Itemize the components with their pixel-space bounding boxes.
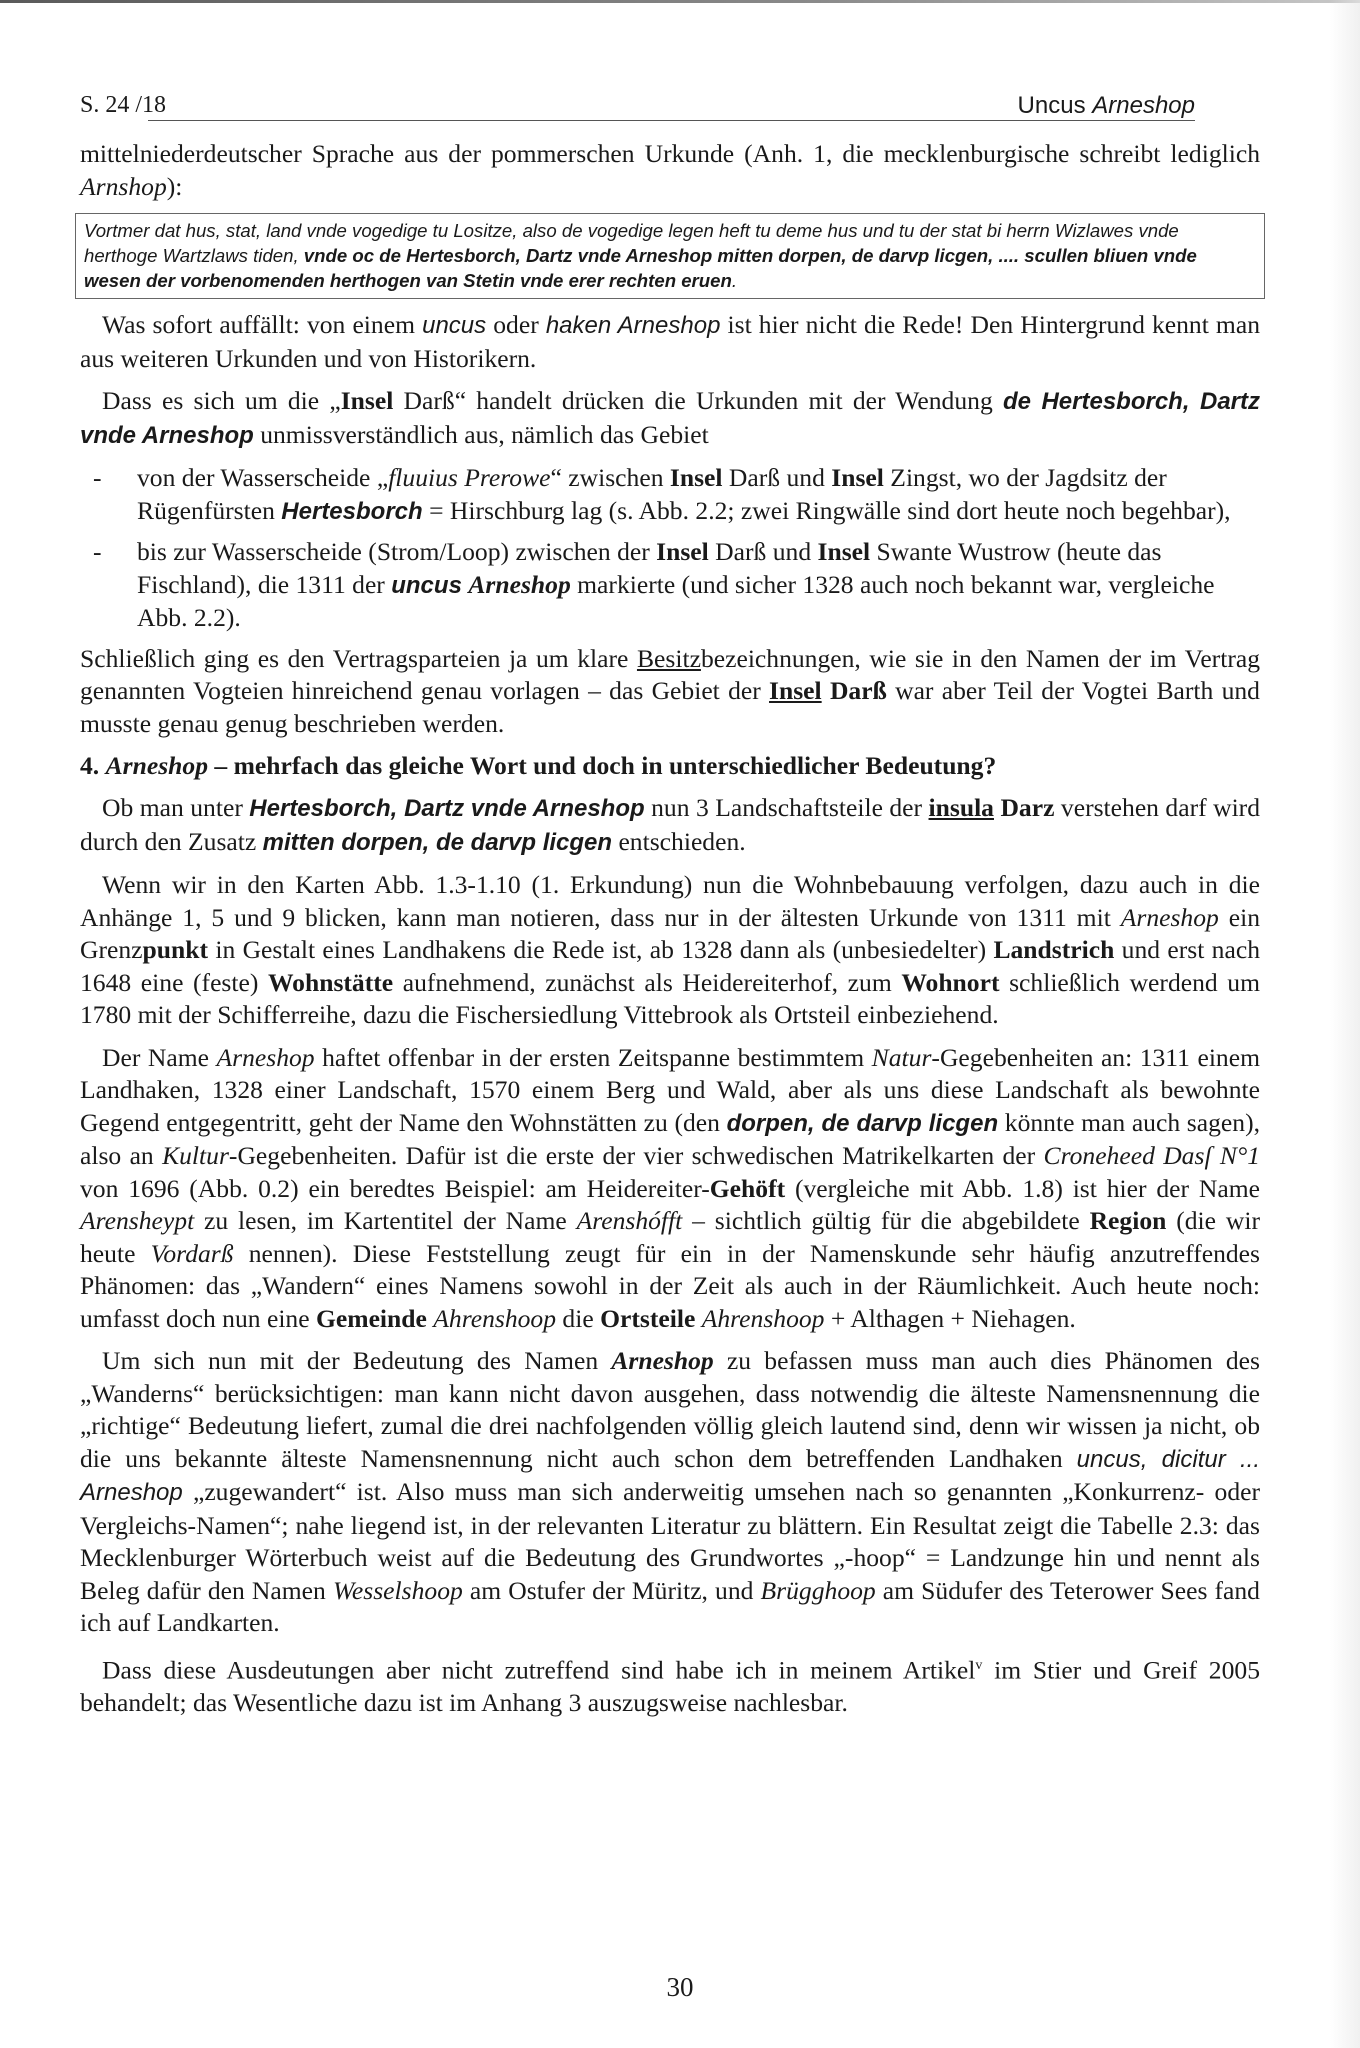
text-run: Gemeinde — [315, 1303, 427, 1333]
text-run: vnde oc de Hertesborch, Dartz vnde Arneshop mitten dorpen, de darvp licgen, .... scullen bliuen vnde wesen der vorbenomenden herthogen van Stetin vnde erer rechten eruen — [84, 245, 1197, 291]
page-top-edge — [0, 0, 1360, 3]
text-run: Region — [1089, 1206, 1167, 1235]
text-run: „zugewandert“ ist. Also muss man sich anderweitig umsehen nach so genannten „Konkurrenz- oder Vergleichs-Namen“; nahe liegend ist, in der relevanten Literatur zu blättern. Ein Resultat zeigt die Tabelle 2.3: das Mecklenburger Wörterbuch weist auf die Bedeutung des Grundwortes „-hoop“ = Landzunge hin und nennt als Beleg dafür den Namen — [80, 1477, 1260, 1605]
text-run: fluuius Prerowe — [388, 463, 551, 492]
text-run: markierte (und sicher 1328 auch noch bekannt war, vergleiche Abb. 2.2). — [137, 569, 1215, 632]
text-run: de Hertesborch, Dartz vnde Arneshop — [80, 388, 1260, 449]
text-run: Insel — [669, 463, 723, 492]
text-run: Was sofort auffällt: von einem — [102, 310, 423, 339]
text-run: Darß und — [722, 463, 832, 492]
text-run: im Stier und Greif 2005 behandelt; das Wesentliche dazu ist im Anhang 3 auszugsweise nachlesbar. — [80, 1655, 1260, 1717]
text-run: Darz — [1000, 793, 1055, 822]
text-run: Schließlich ging es den Vertragsparteien ja um klare — [80, 643, 637, 673]
paragraph-ob-man — [80, 792, 1260, 859]
text-run: uncus — [391, 571, 462, 599]
text-run: dorpen, de darvp licgen — [726, 1109, 999, 1137]
page-number: 30 — [666, 1972, 694, 2002]
text-run: von 1696 (Abb. 0.2) ein beredtes Beispiel: am Heidereiter- — [80, 1173, 710, 1203]
text-run: (die wir heute — [80, 1206, 1260, 1268]
text-run: Dass diese Ausdeutungen aber nicht zutreffend sind habe ich in meinem Artikel — [102, 1655, 976, 1685]
text-run: Brügghoop — [760, 1575, 876, 1605]
text-run: Hertesborch, Dartz vnde Arneshop — [249, 795, 645, 822]
paragraph-wenn-wir — [80, 869, 1260, 1032]
text-run: Vortmer dat hus, stat, land vnde vogedige tu Lositze, also de vogedige legen heft tu deme hus und tu der stat bi herrn Wizlawes vnde herthoge Wartzlaws tiden, — [84, 220, 1179, 266]
dash-bullet: - — [93, 537, 102, 566]
text-run: mittelniederdeutscher Sprache aus der pommerschen Urkunde (Anh. 1, die mecklenburgische schreibt lediglich — [80, 139, 1260, 168]
header-title-plain: Uncus — [1017, 92, 1093, 119]
text-run: Darß“ handelt drücken die Urkunden mit der Wendung — [393, 386, 1003, 415]
paragraph-dass-diese — [80, 1650, 1260, 1720]
text-run: Ortsteile — [600, 1303, 696, 1333]
text-run: haftet offenbar in der ersten Zeitspanne bestimmtem — [314, 1042, 872, 1072]
page-right-shading — [1330, 0, 1360, 2048]
text-run: aufnehmend, zunächst als Heidereiterhof, zum — [393, 967, 902, 997]
text-run: in Gestalt eines Landhakens die Rede ist, ab 1328 dann als (unbesiedelter) — [208, 935, 994, 964]
text-run: Landstrich — [993, 935, 1115, 964]
text-run: Arneshop — [105, 751, 209, 780]
text-run: Kultur — [162, 1141, 229, 1170]
text-run: v — [975, 1657, 983, 1673]
text-run: verstehen darf wird durch den Zusatz — [80, 793, 1260, 856]
header-title — [1018, 92, 1195, 120]
text-run: insula — [928, 793, 994, 822]
text-run: Wesselshoop — [332, 1575, 463, 1605]
text-run: Arneshop — [216, 1042, 315, 1072]
text-run: + Althagen + Niehagen. — [824, 1303, 1076, 1333]
text-run: Insel — [831, 463, 884, 492]
text-run: zu befassen muss man auch dies Phänomen des „Wanderns“ berücksichtigen: man kann nicht davon ausgehen, dass notwendig die älteste Namensnennung die „richtige“ Bedeutung liefert, zumal die drei nachfolgenden völlig gleich lautend sind, denn wir wissen ja nicht, ob die uns bekannte älteste Namensnennung nicht auch schon dem betreffenden Landhaken — [80, 1346, 1260, 1473]
text-run: Arnshop — [80, 171, 167, 201]
section-heading-4 — [80, 750, 1260, 782]
list-item — [80, 462, 1260, 528]
text-run: Insel — [656, 537, 709, 566]
text-run: Ahrenshoop — [433, 1303, 557, 1333]
text-run: Der Name — [102, 1042, 217, 1072]
text-run: entschieden. — [612, 826, 746, 856]
text-run: Arneshop — [611, 1346, 714, 1375]
text-run: Vordarß — [150, 1238, 234, 1268]
text-run: mitten dorpen, de darvp licgen — [262, 828, 613, 856]
text-run: bis zur Wasserscheide (Strom/Loop) zwischen der — [137, 537, 657, 566]
text-run: Arensheypt — [80, 1206, 195, 1235]
text-run: zu lesen, im Kartentitel der Name — [194, 1206, 577, 1235]
body-text — [80, 138, 1260, 1729]
text-run: nennen). Diese Feststellung zeugt für ein in der Namenskunde sehr häufig anzutreffendes Phänomen: das „Wandern“ eines Namens sowohl in der Zeit als auch in der Räumlichkeit. Auch heute noch: umfasst doch nun eine — [80, 1238, 1261, 1333]
text-run: Insel — [817, 537, 871, 566]
header-rule — [148, 120, 1195, 121]
list-item — [80, 536, 1260, 635]
text-run: = Hirschburg lag (s. Abb. 2.2; zwei Ringwälle sind dort heute noch begehbar), — [422, 495, 1231, 525]
text-run: “ zwischen — [550, 463, 670, 492]
text-run: Ahrenshoop — [701, 1303, 825, 1333]
text-run: (vergleiche mit Abb. 1.8) ist hier der Name — [785, 1173, 1260, 1203]
text-run — [822, 676, 830, 705]
text-run: am Ostufer der Müritz, und — [462, 1575, 761, 1605]
text-run: Arneshop — [1120, 902, 1219, 932]
text-run: von der Wasserscheide „ — [137, 463, 389, 492]
paragraph-der-name — [80, 1042, 1260, 1336]
text-run: punkt — [142, 935, 208, 964]
text-run: Um sich nun mit der Bedeutung des Namen — [102, 1346, 612, 1375]
header-page-reference: S. 24 /18 — [80, 92, 167, 118]
text-run: Arneshop — [468, 569, 571, 599]
text-run: schließlich werdend um 1780 mit der Schifferreihe, dazu die Fischersiedlung Vittebrook als Ortsteil einbeziehend. — [80, 967, 1261, 1029]
text-run: Wenn wir in den Karten Abb. 1.3-1.10 (1. Erkundung) nun die Wohnbebauung verfolgen, dazu auch in die Anhänge 1, 5 und 9 blicken, kann man notieren, dass nur in der ältesten Urkunde von 1311 mit — [80, 870, 1260, 932]
text-run: die — [556, 1303, 601, 1333]
text-run: Zingst, wo der Jagdsitz der Rügenfürsten — [137, 463, 1167, 525]
text-run: am Südufer des Teterower Sees fand ich auf Landkarten. — [80, 1575, 1260, 1637]
text-run: Gehöft — [709, 1173, 786, 1203]
header-title-italic: Arneshop — [1092, 92, 1195, 119]
text-run: oder — [486, 310, 546, 339]
text-run: Insel — [340, 386, 394, 415]
dash-bullet: - — [93, 463, 102, 492]
paragraph-was-sofort — [80, 309, 1260, 375]
text-run: Darß — [829, 676, 887, 705]
text-run: ): — [166, 171, 183, 201]
text-run: Wohnort — [901, 967, 1000, 997]
text-run: war aber Teil der Vogtei Barth und musste genau genug beschrieben werden. — [80, 676, 1260, 738]
text-run: uncus — [422, 312, 487, 339]
running-header — [80, 92, 1195, 122]
paragraph-um-sich — [80, 1345, 1260, 1640]
text-run: Swante Wustrow (heute das Fischland), die 1311 der — [137, 537, 1162, 599]
text-run: Besitz — [636, 643, 701, 673]
text-run: Natur — [871, 1042, 932, 1072]
paragraph-schliesslich — [80, 643, 1260, 741]
text-run: -Gegebenheiten. Dafür ist die erste der vier schwedischen Matrikelkarten der — [228, 1141, 1044, 1170]
text-run: – sichtlich gültig für die abgebildete — [682, 1206, 1090, 1235]
text-run: Arenshófft — [576, 1206, 683, 1235]
text-run: -Gegebenheiten an: 1311 einem Landhaken, 1328 einer Landschaft, 1570 einem Berg und Wald, aber als uns diese Landschaft als bewohnte Gegend entgegentritt, geht der Name den Wohnstätten zu (den — [80, 1042, 1260, 1137]
text-run: Insel — [769, 676, 822, 705]
text-run: ist hier nicht die Rede! Den Hintergrund kennt man aus weiteren Urkunden und von Historikern. — [80, 310, 1260, 373]
paragraph-intro — [80, 138, 1260, 203]
text-run: Hertesborch — [281, 497, 423, 525]
quote-box — [75, 213, 1265, 299]
text-run: Croneheed Dasſ N°1 — [1043, 1141, 1260, 1170]
dash-list — [80, 462, 1260, 635]
text-run: Wohnstätte — [268, 967, 394, 997]
text-run: Dass es sich um die „ — [102, 386, 341, 415]
text-run: und erst nach 1648 eine (feste) — [80, 935, 1260, 997]
text-run: ein Grenz — [80, 902, 1260, 964]
text-run: Ob man unter — [102, 793, 250, 822]
text-run: haken Arneshop — [545, 312, 721, 339]
text-run: 4. — [80, 751, 106, 780]
text-run: . — [731, 270, 738, 291]
text-run: uncus, dicitur ... Arneshop — [80, 1445, 1260, 1506]
text-run: – mehrfach das gleiche Wort und doch in unterschiedlicher Bedeutung? — [208, 751, 997, 780]
text-run: unmissverständlich aus, nämlich das Gebiet — [253, 419, 709, 449]
text-run: könnte man auch sagen), also an — [80, 1107, 1260, 1170]
paragraph-insel-darss — [80, 385, 1260, 452]
text-run: nun 3 Landschaftsteile der — [644, 793, 929, 822]
text-run: Darß und — [708, 537, 818, 566]
text-run: bezeichnungen, wie sie in den Namen der im Vertrag genannten Vogteien hinreichend genau vorlagen – das Gebiet der — [80, 643, 1260, 705]
